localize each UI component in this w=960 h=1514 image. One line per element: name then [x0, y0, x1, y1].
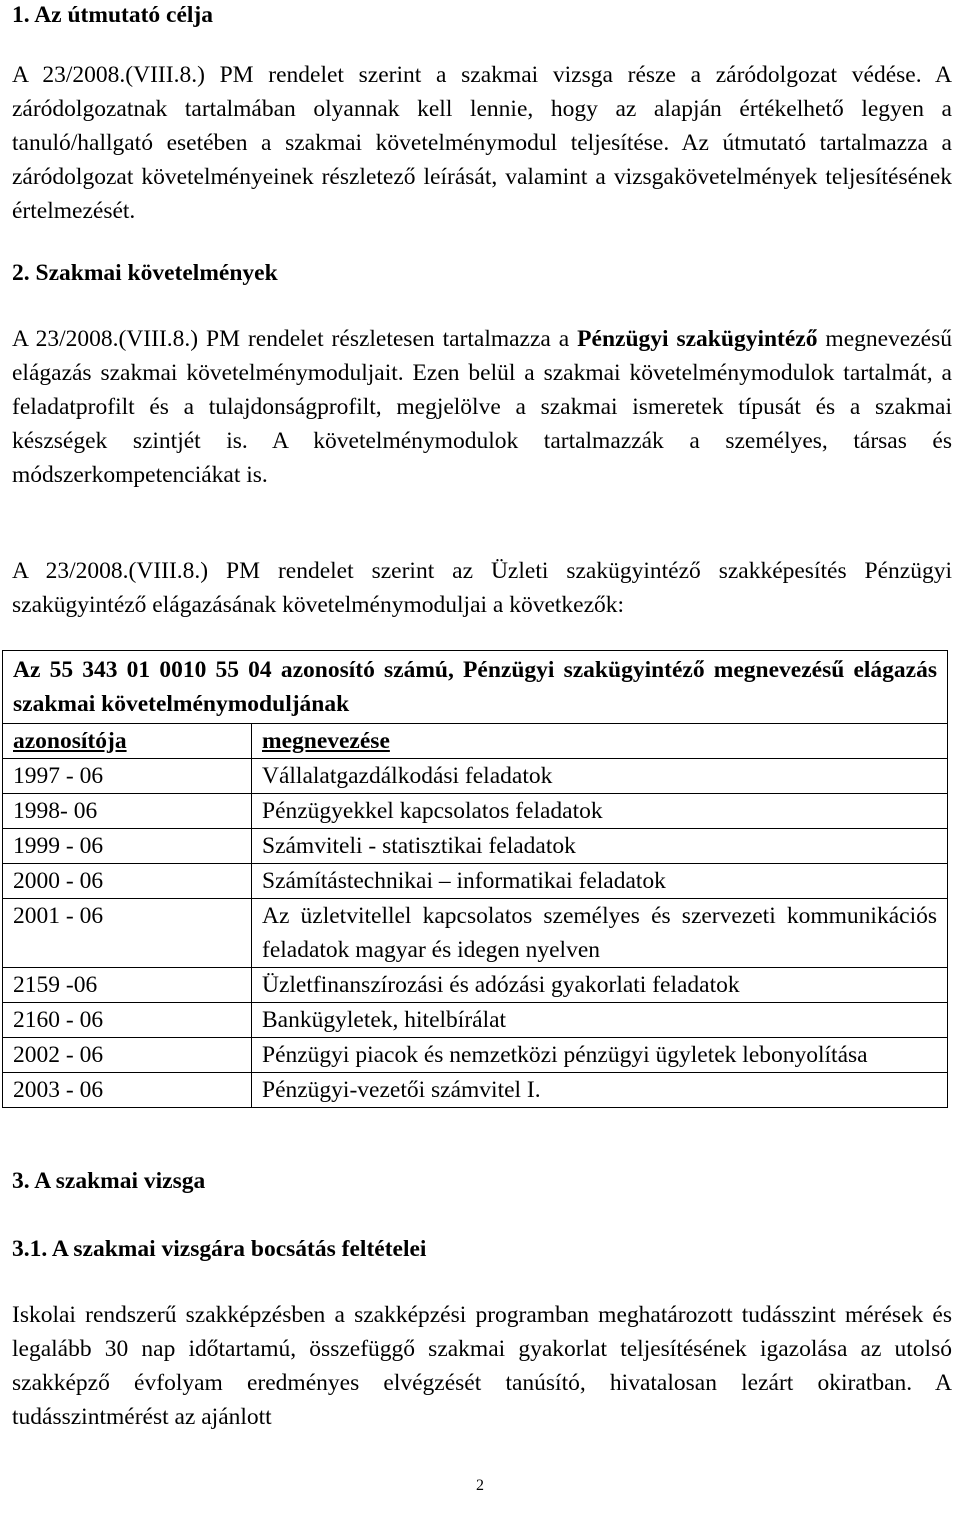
- table-row: [3, 899, 948, 968]
- module-name: Vállalatgazdálkodási feladatok: [252, 759, 948, 794]
- module-code: 2159 -06: [3, 968, 252, 1003]
- table-title-row: [3, 651, 948, 724]
- modules-table-wrap: [12, 650, 948, 1108]
- module-name: Pénzügyi piacok és nemzetközi pénzügyi ügyletek lebonyolítása: [252, 1038, 948, 1073]
- module-code: 1999 - 06: [3, 829, 252, 864]
- module-code: 1998- 06: [3, 794, 252, 829]
- module-name: Számviteli - statisztikai feladatok: [252, 829, 948, 864]
- column-header-code: azonosítója: [3, 724, 252, 759]
- section-2-p1-end: megnevezésű elágazás szakmai követelménymoduljait. Ezen belül a szakmai követelménymodulok tartalmát, a feladatprofilt és a tulajdonságprofilt, megjelölve a szakmai ismeretek típusát és a szakmai készségek szintjét is. A követelménymodulok tartalmazzák a személyes, társas és módszerkompetenciákat is.: [12, 326, 952, 488]
- module-name: Számítástechnikai – informatikai feladatok: [252, 864, 948, 899]
- section-1-paragraph: A 23/2008.(VIII.8.) PM rendelet szerint a szakmai vizsga része a záródolgozat védése. A záródolgozatnak tartalmában olyannak kell lennie, hogy az alapján értékelhető legyen a tanuló/hallgató esetében a szakmai követelménymodul teljesítése. Az útmutató tartalmazza a záródolgozat követelményeinek részletező leírását, valamint a vizsgakövetelmények teljesítésének értelmezését.: [12, 62, 952, 224]
- module-code: 2003 - 06: [3, 1073, 252, 1108]
- module-code: 2160 - 06: [3, 1003, 252, 1038]
- module-code: 2000 - 06: [3, 864, 252, 899]
- section-1-heading: 1. Az útmutató célja: [12, 2, 214, 28]
- table-row: [3, 968, 948, 1003]
- module-name: Bankügyletek, hitelbírálat: [252, 1003, 948, 1038]
- table-row: [3, 794, 948, 829]
- section-3-heading: 3. A szakmai vizsga: [12, 1168, 206, 1194]
- module-name: Üzletfinanszírozási és adózási gyakorlati feladatok: [252, 968, 948, 1003]
- table-row: [3, 864, 948, 899]
- column-header-name: megnevezése: [252, 724, 948, 759]
- module-code: 2001 - 06: [3, 899, 252, 968]
- modules-table: [2, 650, 948, 1108]
- module-name: Az üzletvitellel kapcsolatos személyes és szervezeti kommunikációs feladatok magyar és idegen nyelven: [252, 899, 948, 968]
- section-2-p1-start: A 23/2008.(VIII.8.) PM rendelet részletesen tartalmazza a: [12, 326, 578, 352]
- module-code: 2002 - 06: [3, 1038, 252, 1073]
- section-2-paragraph-1: [12, 322, 952, 492]
- section-2-heading: 2. Szakmai követelmények: [12, 260, 278, 286]
- section-2-paragraph-2: A 23/2008.(VIII.8.) PM rendelet szerint az Üzleti szakügyintéző szakképesítés Pénzügyi szakügyintéző elágazásának követelménymoduljai a következők:: [12, 558, 952, 618]
- table-row: [3, 1003, 948, 1038]
- section-3-1-heading: 3.1. A szakmai vizsgára bocsátás feltételei: [12, 1236, 427, 1262]
- table-row: [3, 1073, 948, 1108]
- section-3-paragraph: Iskolai rendszerű szakképzésben a szakképzési programban meghatározott tudásszint mérések és legalább 30 nap időtartamú, összefüggő szakmai gyakorlat teljesítésének igazolása az utolsó szakképző évfolyam eredményes elvégzését tanúsító, hivatalosan lezárt okiratban. A tudásszintmérést az ajánlott: [12, 1302, 952, 1430]
- page-number: 2: [476, 1477, 484, 1494]
- section-2-p1-bold: Pénzügyi szakügyintéző: [577, 326, 818, 352]
- table-row: [3, 1038, 948, 1073]
- module-name: Pénzügyi-vezetői számvitel I.: [252, 1073, 948, 1108]
- table-header-row: [3, 724, 948, 759]
- module-code: 1997 - 06: [3, 759, 252, 794]
- table-row: [3, 829, 948, 864]
- module-name: Pénzügyekkel kapcsolatos feladatok: [252, 794, 948, 829]
- table-row: [3, 759, 948, 794]
- table-title: Az 55 343 01 0010 55 04 azonosító számú, Pénzügyi szakügyintéző megnevezésű elágazás szakmai követelménymoduljának: [3, 651, 948, 724]
